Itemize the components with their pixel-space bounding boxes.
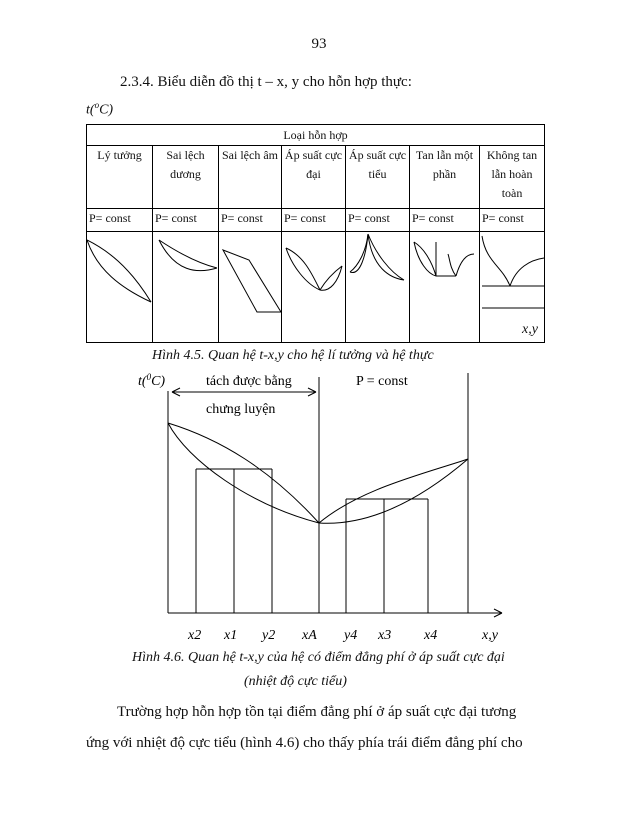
- column-partial-miscible: Tan lẫn một phần: [410, 146, 480, 209]
- pressure-cell: P= const: [282, 209, 346, 232]
- sketch-partial-miscible: [410, 232, 480, 343]
- sketch-ideal: [87, 232, 153, 343]
- tick-xA: xA: [302, 628, 317, 643]
- tick-y4: y4: [344, 628, 358, 643]
- vapor-curve-right: [319, 459, 468, 523]
- sketch-max-pressure: [282, 232, 346, 343]
- pressure-cell: P= const: [410, 209, 480, 232]
- pressure-cell: P= const: [480, 209, 545, 232]
- column-positive-deviation: Sai lệch dương: [153, 146, 219, 209]
- vapor-curve-left: [168, 423, 319, 523]
- pressure-cell: P= const: [346, 209, 410, 232]
- column-immiscible: Không tan lẫn hoàn toàn: [480, 146, 545, 209]
- tick-x2: x2: [188, 628, 202, 643]
- figure-4-6-diagram: [130, 365, 515, 645]
- annotation-line2: chưng luyện: [206, 402, 276, 417]
- fig45-x-axis-label: x,y: [522, 322, 538, 337]
- tick-y2: y2: [262, 628, 276, 643]
- column-negative-deviation: Sai lệch âm: [219, 146, 282, 209]
- liquid-curve-left: [168, 423, 319, 523]
- table-header: Loại hỗn hợp: [87, 125, 545, 146]
- figure-4-5-caption: Hình 4.5. Quan hệ t-x,y cho hệ lí tưởng và hệ thực: [152, 348, 434, 363]
- figure-4-6-caption-sub: (nhiệt độ cực tiểu): [244, 674, 347, 689]
- pressure-cell: P= const: [219, 209, 282, 232]
- column-ideal: Lý tưởng: [87, 146, 153, 209]
- figure-4-6-caption: Hình 4.6. Quan hệ t-x,y của hệ có điểm đẳng phí ở áp suất cực đại: [132, 650, 505, 665]
- fig45-y-axis-label: t($^o$C): [86, 100, 114, 118]
- sketch-min-pressure: [346, 232, 410, 343]
- column-min-pressure: Áp suất cực tiểu: [346, 146, 410, 209]
- tick-x3: x3: [378, 628, 392, 643]
- page-number: 93: [311, 36, 327, 52]
- tick-x1: x1: [224, 628, 238, 643]
- body-paragraph-line1: Trường hợp hỗn hợp tồn tại điểm đẳng phí ở áp suất cực đại tương: [117, 704, 517, 720]
- section-heading: 2.3.4. Biểu diễn đồ thị t – x, y cho hỗn hợp thực:: [120, 74, 412, 90]
- body-paragraph-line2: ứng với nhiệt độ cực tiểu (hình 4.6) cho thấy phía trái điểm đẳng phí cho: [86, 735, 523, 751]
- mixture-types-table: [86, 124, 545, 343]
- pressure-label: P = const: [356, 374, 408, 389]
- annotation-line1: tách được bằng: [206, 374, 292, 389]
- sketch-positive-deviation: [153, 232, 219, 343]
- liquid-curve-right: [319, 459, 468, 523]
- fig46-x-axis-label: x,y: [482, 628, 498, 643]
- sketch-negative-deviation: [219, 232, 282, 343]
- pressure-cell: P= const: [87, 209, 153, 232]
- fig46-y-axis-label: t($^0$C): [138, 372, 166, 389]
- pressure-cell: P= const: [153, 209, 219, 232]
- tick-x4: x4: [424, 628, 438, 643]
- column-max-pressure: Áp suất cực đại: [282, 146, 346, 209]
